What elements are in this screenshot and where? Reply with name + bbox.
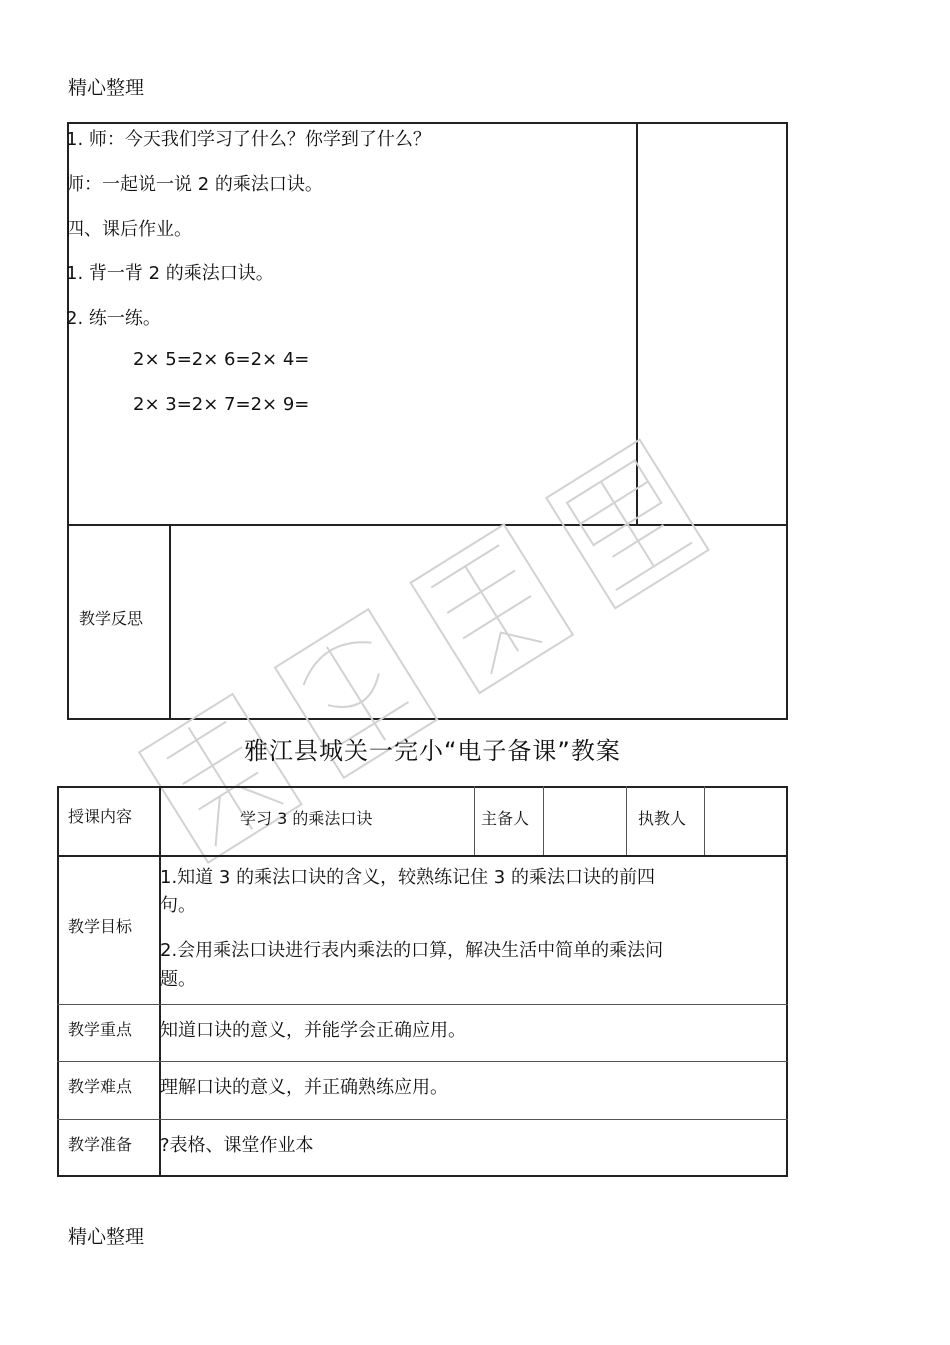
text-line: 1. 师：今天我们学习了什么？你学到了什么？ [66,129,431,150]
difficulty-value: 理解口诀的意义，并正确熟练应用。 [160,1077,448,1098]
difficulty-label: 教学难点 [68,1077,133,1096]
teacher-label: 执教人 [638,809,687,828]
goal-line: 1.知道 3 的乘法口诀的含义，较熟练记住 3 的乘法口诀的前四 [160,867,655,888]
key-point-value: 知道口诀的意义，并能学会正确应用。 [160,1020,466,1041]
row-divider [57,1061,788,1062]
upper-table-right-divider [636,122,638,526]
reflection-label: 教学反思 [79,609,144,628]
content-label: 授课内容 [68,807,133,826]
preparation-value: ?表格、课堂作业本 [160,1135,314,1156]
row-divider [626,786,627,856]
row-divider [57,1119,788,1120]
upper-table-row-divider [67,524,788,526]
page-footer-label: 精心整理 [68,1226,145,1248]
upper-table-border [67,122,788,720]
row-divider [57,1004,788,1005]
lead-preparer-label: 主备人 [481,809,530,828]
page-header-label: 精心整理 [68,77,145,99]
exercise-line: 2× 3=2× 7=2× 9= [133,394,310,415]
row-divider [704,786,705,856]
goal-line: 句。 [160,895,196,916]
text-line: 四、课后作业。 [66,219,192,240]
lesson-title: 雅江县城关一完小“电子备课”教案 [244,737,621,765]
key-point-label: 教学重点 [68,1020,133,1039]
goal-line: 题。 [160,969,196,990]
reflection-divider [169,524,171,720]
row-divider [543,786,544,856]
text-line: 2. 练一练。 [66,308,161,329]
text-line: 师：一起说一说 2 的乘法口诀。 [66,174,323,195]
exercise-line: 2× 5=2× 6=2× 4= [133,349,310,370]
row-divider [57,855,788,857]
goal-label: 教学目标 [68,917,133,936]
text-line: 1. 背一背 2 的乘法口诀。 [66,263,274,284]
row-divider [474,786,475,856]
preparation-label: 教学准备 [68,1135,133,1154]
content-value: 学习 3 的乘法口诀 [240,809,373,828]
goal-line: 2.会用乘法口诀进行表内乘法的口算，解决生活中简单的乘法问 [160,940,664,961]
